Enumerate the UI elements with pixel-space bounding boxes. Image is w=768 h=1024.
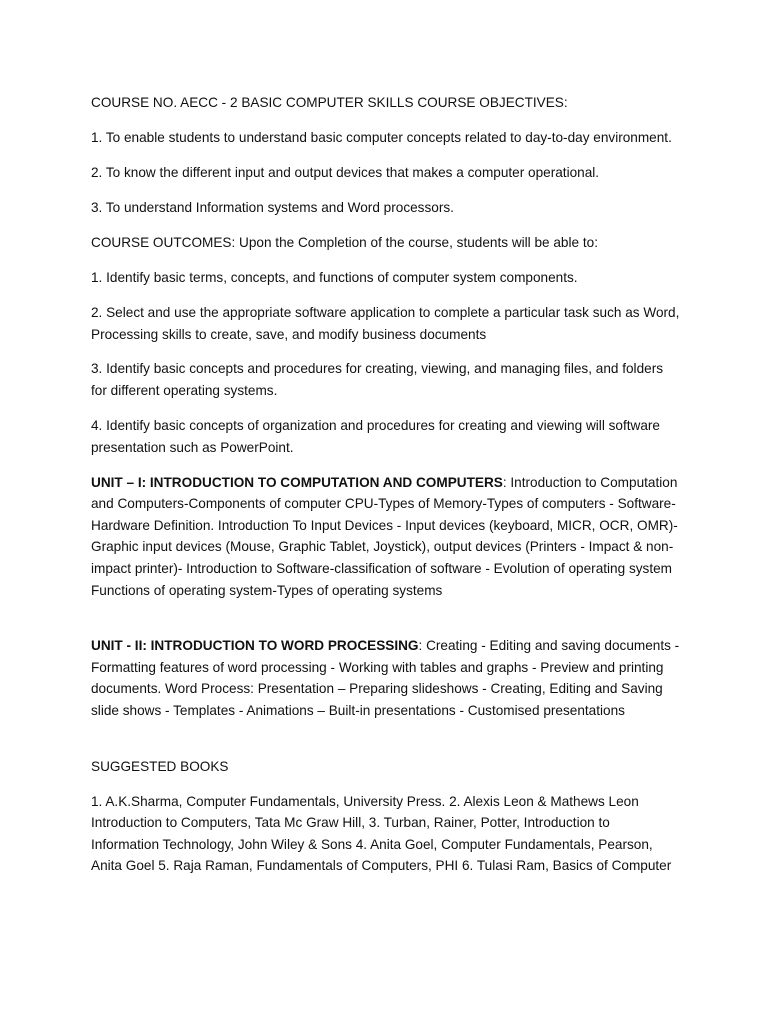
course-heading: COURSE NO. AECC - 2 BASIC COMPUTER SKILLS COURSE OBJECTIVES:	[91, 95, 568, 110]
unit-2-paragraph	[91, 635, 681, 721]
books-list: 1. A.K.Sharma, Computer Fundamentals, University Press. 2. Alexis Leon & Mathews Leon Introduction to Computers, Tata Mc Graw Hill, 3. Turban, Rainer, Potter, Introduction to Information Technology, John Wiley & Sons 4. Anita Goel, Computer Fundamentals, Pearson, Anita Goel 5. Raja Raman, Fundamentals of Computers, PHI 6. Tulasi Ram, Basics of Computer	[91, 793, 672, 874]
unit-1-body: : Introduction to Computation and Computers-Components of computer CPU-Types of Memory-Types of computers - Software- Hardware Definition. Introduction To Input Devices - Input devices (keyboard, MICR, OCR, OMR)- Graphic input devices (Mouse, Graphic Tablet, Joystick), output devices (Printers - Impact & non-impact printer)- Introduction to Software-classification of software - Evolution of operating system Functions of operating system-Types of operating systems	[91, 474, 678, 598]
outcomes-intro: COURSE OUTCOMES: Upon the Completion of the course, students will be able to:	[91, 234, 598, 250]
outcome-1: 1. Identify basic terms, concepts, and functions of computer system components.	[91, 269, 578, 285]
document-page	[91, 92, 681, 890]
unit-2-body: : Creating - Editing and saving documents - Formatting features of word processing - Working with tables and graphs - Preview and printing documents. Word Process: Presentation – Preparing slideshows - Creating, Editing and Saving slide shows - Templates - Animations – Built-in presentations - Customised presentations	[91, 638, 680, 718]
unit-2-title: UNIT - II: INTRODUCTION TO WORD PROCESSING	[91, 638, 419, 654]
objective-1: 1. To enable students to understand basic computer concepts related to day-to-day environment.	[91, 129, 672, 145]
books-heading: SUGGESTED BOOKS	[91, 758, 229, 774]
outcome-2: 2. Select and use the appropriate software application to complete a particular task such as Word, Processing skills to create, save, and modify business documents	[91, 304, 680, 342]
outcome-3: 3. Identify basic concepts and procedures for creating, viewing, and managing files, and folders for different operating systems.	[91, 361, 664, 399]
unit-1-paragraph	[91, 472, 681, 602]
objective-3: 3. To understand Information systems and Word processors.	[91, 199, 454, 215]
unit-1-title: UNIT – I: INTRODUCTION TO COMPUTATION AND COMPUTERS	[91, 474, 503, 490]
outcome-4: 4. Identify basic concepts of organization and procedures for creating and viewing will software presentation such as PowerPoint.	[91, 418, 660, 455]
objective-2: 2. To know the different input and output devices that makes a computer operational.	[91, 164, 600, 180]
